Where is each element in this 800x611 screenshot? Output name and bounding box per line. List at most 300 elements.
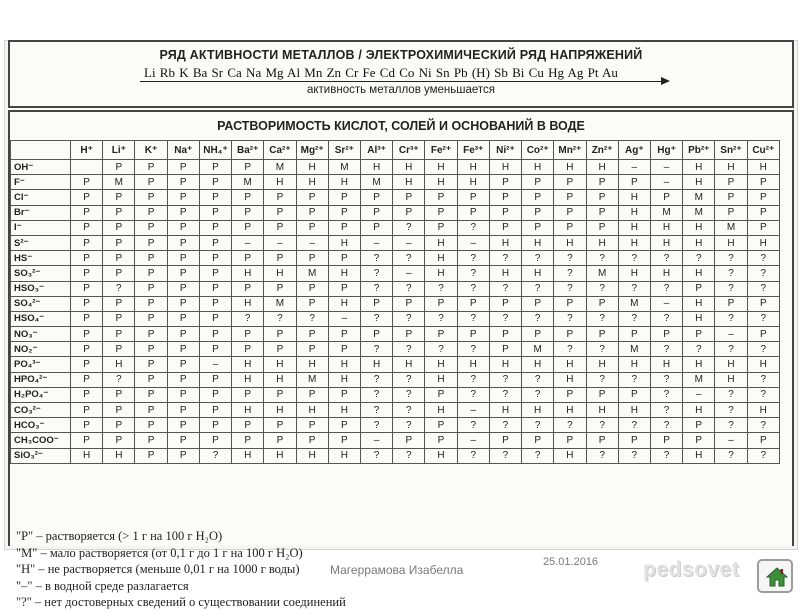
solubility-cell: Н bbox=[650, 220, 682, 235]
solubility-cell: Р bbox=[135, 190, 167, 205]
solubility-title: РАСТВОРИМОСТЬ КИСЛОТ, СОЛЕЙ И ОСНОВАНИЙ В ВОДЕ bbox=[217, 119, 585, 133]
solubility-cell: ? bbox=[554, 342, 586, 357]
solubility-cell: ? bbox=[715, 387, 747, 402]
solubility-cell: Р bbox=[618, 433, 650, 448]
solubility-cell: Р bbox=[232, 160, 264, 175]
solubility-cell: Р bbox=[489, 175, 521, 190]
solubility-cell: ? bbox=[715, 403, 747, 418]
cation-header: Cu²⁺ bbox=[747, 141, 779, 160]
solubility-cell: Р bbox=[71, 281, 103, 296]
activity-series-box bbox=[8, 40, 794, 108]
legend-item: "–" – в водной среде разлагается bbox=[16, 578, 189, 593]
solubility-cell: ? bbox=[393, 372, 425, 387]
solubility-cell: Р bbox=[489, 296, 521, 311]
solubility-cell: Р bbox=[232, 205, 264, 220]
solubility-cell: Н bbox=[554, 403, 586, 418]
solubility-cell: Р bbox=[71, 372, 103, 387]
cation-header: Mg²⁺ bbox=[296, 141, 328, 160]
table-row bbox=[11, 266, 780, 281]
solubility-cell: Р bbox=[747, 327, 779, 342]
solubility-cell: ? bbox=[457, 448, 489, 463]
solubility-cell: Н bbox=[296, 448, 328, 463]
solubility-cell: – bbox=[360, 433, 392, 448]
solubility-cell: ? bbox=[747, 266, 779, 281]
solubility-cell: Н bbox=[296, 357, 328, 372]
solubility-cell: ? bbox=[522, 448, 554, 463]
activity-arrow-icon bbox=[140, 81, 668, 82]
solubility-cell: Р bbox=[522, 296, 554, 311]
solubility-cell: Н bbox=[683, 175, 715, 190]
solubility-cell: Р bbox=[71, 266, 103, 281]
solubility-cell: Р bbox=[135, 433, 167, 448]
solubility-cell: Р bbox=[71, 327, 103, 342]
solubility-cell: Р bbox=[747, 190, 779, 205]
solubility-cell: Н bbox=[425, 357, 457, 372]
solubility-cell: ? bbox=[393, 403, 425, 418]
solubility-cell: ? bbox=[489, 281, 521, 296]
solubility-cell: Р bbox=[489, 205, 521, 220]
cation-header: Sr²⁺ bbox=[328, 141, 360, 160]
anion-label: HPO₄²⁻ bbox=[11, 372, 71, 387]
solubility-cell: Р bbox=[167, 387, 199, 402]
solubility-cell: Н bbox=[554, 372, 586, 387]
solubility-cell: Р bbox=[715, 205, 747, 220]
solubility-cell: Р bbox=[264, 418, 296, 433]
solubility-cell: Р bbox=[586, 387, 618, 402]
solubility-cell: Р bbox=[425, 296, 457, 311]
solubility-cell: Р bbox=[232, 433, 264, 448]
author-name: Магеррамова Изабелла bbox=[330, 563, 464, 577]
solubility-cell: М bbox=[715, 220, 747, 235]
solubility-cell: Р bbox=[457, 296, 489, 311]
solubility-cell: Р bbox=[71, 403, 103, 418]
anion-label: HCO₃⁻ bbox=[11, 418, 71, 433]
solubility-cell: Р bbox=[554, 387, 586, 402]
anion-label: CH₃COO⁻ bbox=[11, 433, 71, 448]
solubility-cell: – bbox=[328, 311, 360, 326]
solubility-cell: ? bbox=[554, 266, 586, 281]
cation-header: Zn²⁺ bbox=[586, 141, 618, 160]
solubility-cell: Н bbox=[522, 357, 554, 372]
legend-item: "Р" – растворяется (> 1 г на 100 г H₂O) bbox=[16, 529, 223, 543]
solubility-cell: Н bbox=[264, 357, 296, 372]
solubility-cell: Р bbox=[71, 235, 103, 250]
solubility-cell: Н bbox=[618, 357, 650, 372]
solubility-cell: Н bbox=[328, 357, 360, 372]
anion-label: SO₄²⁻ bbox=[11, 296, 71, 311]
solubility-cell: ? bbox=[586, 251, 618, 266]
solubility-cell: – bbox=[457, 403, 489, 418]
solubility-cell: Н bbox=[586, 403, 618, 418]
solubility-cell: Р bbox=[232, 220, 264, 235]
solubility-cell: Н bbox=[328, 448, 360, 463]
solubility-cell: Р bbox=[650, 327, 682, 342]
solubility-cell: Р bbox=[425, 387, 457, 402]
solubility-cell: Р bbox=[71, 357, 103, 372]
solubility-cell: Р bbox=[103, 235, 135, 250]
solubility-cell: ? bbox=[586, 311, 618, 326]
solubility-cell: Р bbox=[71, 342, 103, 357]
solubility-cell: ? bbox=[747, 311, 779, 326]
solubility-cell: – bbox=[393, 266, 425, 281]
cation-header: Pb²⁺ bbox=[683, 141, 715, 160]
table-row bbox=[11, 311, 780, 326]
solubility-cell: ? bbox=[554, 281, 586, 296]
solubility-cell: Н bbox=[360, 160, 392, 175]
solubility-cell: Н bbox=[618, 266, 650, 281]
solubility-cell: ? bbox=[715, 342, 747, 357]
solubility-cell: Н bbox=[103, 448, 135, 463]
solubility-cell: Р bbox=[167, 433, 199, 448]
solubility-cell: Р bbox=[328, 342, 360, 357]
solubility-cell: Р bbox=[296, 342, 328, 357]
solubility-cell: ? bbox=[393, 311, 425, 326]
solubility-cell: ? bbox=[360, 251, 392, 266]
cation-header: Ni²⁺ bbox=[489, 141, 521, 160]
table-row bbox=[11, 296, 780, 311]
solubility-cell: Р bbox=[135, 160, 167, 175]
solubility-cell: Н bbox=[650, 266, 682, 281]
solubility-cell: Н bbox=[683, 448, 715, 463]
solubility-cell: Р bbox=[167, 160, 199, 175]
anion-label: NO₂⁻ bbox=[11, 342, 71, 357]
anion-label: CO₃²⁻ bbox=[11, 403, 71, 418]
solubility-cell: Н bbox=[683, 235, 715, 250]
solubility-cell: Р bbox=[296, 296, 328, 311]
solubility-cell: Р bbox=[296, 205, 328, 220]
anion-label: S²⁻ bbox=[11, 235, 71, 250]
solubility-cell: Р bbox=[554, 296, 586, 311]
solubility-cell: ? bbox=[457, 311, 489, 326]
solubility-cell: ? bbox=[618, 418, 650, 433]
solubility-cell: Р bbox=[199, 175, 231, 190]
solubility-cell: Н bbox=[328, 175, 360, 190]
solubility-cell: Н bbox=[425, 372, 457, 387]
solubility-cell: Н bbox=[264, 403, 296, 418]
table-row bbox=[11, 433, 780, 448]
solubility-cell: ? bbox=[522, 251, 554, 266]
solubility-cell: Р bbox=[296, 220, 328, 235]
table-row bbox=[11, 372, 780, 387]
solubility-cell: Н bbox=[489, 266, 521, 281]
solubility-cell: Р bbox=[167, 327, 199, 342]
solubility-cell: ? bbox=[457, 266, 489, 281]
solubility-cell: Р bbox=[264, 387, 296, 402]
solubility-cell: Р bbox=[199, 342, 231, 357]
solubility-cell: Н bbox=[264, 372, 296, 387]
solubility-cell: Н bbox=[554, 357, 586, 372]
solubility-table bbox=[10, 140, 780, 464]
solubility-cell: Р bbox=[167, 403, 199, 418]
solubility-cell: ? bbox=[425, 281, 457, 296]
solubility-cell: Н bbox=[232, 372, 264, 387]
solubility-cell: Р bbox=[167, 448, 199, 463]
table-row bbox=[11, 387, 780, 402]
solubility-cell: ? bbox=[618, 448, 650, 463]
table-header-row bbox=[11, 141, 780, 160]
solubility-cell: ? bbox=[360, 387, 392, 402]
anion-label: F⁻ bbox=[11, 175, 71, 190]
solubility-cell: Р bbox=[232, 281, 264, 296]
solubility-cell: Р bbox=[618, 175, 650, 190]
solubility-cell: Р bbox=[554, 327, 586, 342]
solubility-cell: – bbox=[296, 235, 328, 250]
solubility-cell: Р bbox=[167, 357, 199, 372]
solubility-cell: ? bbox=[650, 403, 682, 418]
solubility-cell: Р bbox=[554, 190, 586, 205]
solubility-cell: Р bbox=[199, 433, 231, 448]
solubility-cell: Н bbox=[489, 357, 521, 372]
solubility-cell: Р bbox=[747, 220, 779, 235]
solubility-cell: ? bbox=[747, 372, 779, 387]
solubility-cell: Н bbox=[683, 311, 715, 326]
solubility-cell: Р bbox=[747, 205, 779, 220]
solubility-cell: Р bbox=[425, 418, 457, 433]
table-row bbox=[11, 235, 780, 250]
table-row bbox=[11, 448, 780, 463]
cation-header: NH₄⁺ bbox=[199, 141, 231, 160]
solubility-cell: Н bbox=[683, 403, 715, 418]
anion-label: OH⁻ bbox=[11, 160, 71, 175]
solubility-cell: Р bbox=[264, 190, 296, 205]
anion-label: HSO₃⁻ bbox=[11, 281, 71, 296]
solubility-cell: ? bbox=[522, 372, 554, 387]
solubility-cell: ? bbox=[747, 251, 779, 266]
solubility-cell: Р bbox=[135, 281, 167, 296]
solubility-cell: ? bbox=[489, 372, 521, 387]
solubility-cell: Р bbox=[554, 175, 586, 190]
solubility-cell: – bbox=[650, 296, 682, 311]
solubility-cell: Р bbox=[232, 387, 264, 402]
solubility-cell: – bbox=[232, 235, 264, 250]
solubility-cell: Р bbox=[103, 342, 135, 357]
solubility-cell: Р bbox=[135, 327, 167, 342]
cation-header: Ag⁺ bbox=[618, 141, 650, 160]
solubility-cell: Н bbox=[618, 403, 650, 418]
solubility-cell: Н bbox=[683, 160, 715, 175]
solubility-cell: Р bbox=[135, 235, 167, 250]
solubility-cell: – bbox=[199, 357, 231, 372]
solubility-cell: Р bbox=[586, 220, 618, 235]
solubility-cell: – bbox=[360, 235, 392, 250]
solubility-cell: М bbox=[360, 175, 392, 190]
solubility-cell: М bbox=[103, 175, 135, 190]
solubility-cell: Р bbox=[103, 266, 135, 281]
solubility-cell: Н bbox=[683, 296, 715, 311]
legend-item: "М" – мало растворяется (от 0,1 г до 1 г на 100 г H₂O) bbox=[16, 545, 303, 560]
solubility-cell: Р bbox=[328, 251, 360, 266]
solubility-cell: ? bbox=[683, 251, 715, 266]
solubility-cell: Р bbox=[167, 372, 199, 387]
solubility-cell: М bbox=[586, 266, 618, 281]
solubility-cell: Р bbox=[199, 220, 231, 235]
solubility-cell: ? bbox=[747, 342, 779, 357]
solubility-cell: ? bbox=[360, 281, 392, 296]
solubility-cell: Р bbox=[135, 175, 167, 190]
solubility-cell: Р bbox=[425, 433, 457, 448]
solubility-cell: Н bbox=[747, 357, 779, 372]
solubility-cell: Р bbox=[135, 311, 167, 326]
solubility-cell: ? bbox=[393, 418, 425, 433]
solubility-cell: Р bbox=[199, 205, 231, 220]
solubility-cell: Р bbox=[103, 251, 135, 266]
solubility-cell: ? bbox=[650, 387, 682, 402]
solubility-cell: ? bbox=[715, 418, 747, 433]
solubility-cell: Н bbox=[425, 448, 457, 463]
cation-header: Li⁺ bbox=[103, 141, 135, 160]
solubility-cell: Р bbox=[650, 190, 682, 205]
table-row bbox=[11, 357, 780, 372]
solubility-cell: М bbox=[618, 296, 650, 311]
solubility-cell: ? bbox=[522, 418, 554, 433]
solubility-cell: Р bbox=[232, 327, 264, 342]
solubility-cell: Р bbox=[586, 296, 618, 311]
solubility-cell: ? bbox=[650, 311, 682, 326]
solubility-cell: Р bbox=[328, 220, 360, 235]
solubility-cell: ? bbox=[489, 311, 521, 326]
solubility-cell: Н bbox=[296, 403, 328, 418]
solubility-cell: ? bbox=[360, 342, 392, 357]
solubility-cell: Р bbox=[393, 205, 425, 220]
solubility-cell: Р bbox=[167, 205, 199, 220]
solubility-cell: Н bbox=[554, 160, 586, 175]
solubility-cell: Р bbox=[167, 281, 199, 296]
solubility-cell: ? bbox=[296, 311, 328, 326]
table-row bbox=[11, 327, 780, 342]
solubility-cell: Р bbox=[199, 160, 231, 175]
solubility-cell: М bbox=[328, 160, 360, 175]
solubility-cell: М bbox=[522, 342, 554, 357]
solubility-cell: Р bbox=[747, 433, 779, 448]
solubility-cell: Р bbox=[554, 220, 586, 235]
solubility-cell: Н bbox=[328, 235, 360, 250]
solubility-cell: М bbox=[683, 205, 715, 220]
table-row bbox=[11, 175, 780, 190]
solubility-cell: Н bbox=[715, 235, 747, 250]
solubility-cell: ? bbox=[586, 281, 618, 296]
solubility-cell: Р bbox=[489, 190, 521, 205]
solubility-cell: ? bbox=[393, 220, 425, 235]
cation-header: Fe³⁺ bbox=[457, 141, 489, 160]
solubility-cell: Р bbox=[554, 205, 586, 220]
solubility-cell: Р bbox=[71, 296, 103, 311]
cation-header: Ba²⁺ bbox=[232, 141, 264, 160]
solubility-cell: Р bbox=[135, 403, 167, 418]
solubility-cell: Р bbox=[393, 190, 425, 205]
solubility-cell: ? bbox=[618, 311, 650, 326]
solubility-cell: Н bbox=[522, 403, 554, 418]
anion-label: PO₄³⁻ bbox=[11, 357, 71, 372]
solubility-cell: ? bbox=[489, 251, 521, 266]
solubility-cell: ? bbox=[489, 448, 521, 463]
solubility-cell: Н bbox=[328, 403, 360, 418]
solubility-cell: ? bbox=[747, 418, 779, 433]
solubility-cell: ? bbox=[554, 251, 586, 266]
table-corner-cell bbox=[11, 141, 71, 160]
solubility-cell: Р bbox=[167, 311, 199, 326]
solubility-cell: Р bbox=[715, 175, 747, 190]
cation-header: Na⁺ bbox=[167, 141, 199, 160]
solubility-cell: Р bbox=[296, 418, 328, 433]
solubility-cell: – bbox=[683, 387, 715, 402]
solubility-cell: Р bbox=[199, 296, 231, 311]
solubility-cell: Р bbox=[747, 175, 779, 190]
table-row bbox=[11, 342, 780, 357]
solubility-cell: Р bbox=[264, 251, 296, 266]
solubility-cell: Р bbox=[328, 190, 360, 205]
solubility-cell: Р bbox=[199, 190, 231, 205]
solubility-cell: ? bbox=[586, 418, 618, 433]
solubility-cell: Р bbox=[489, 342, 521, 357]
solubility-cell: Р bbox=[393, 296, 425, 311]
solubility-cell: Н bbox=[264, 266, 296, 281]
solubility-cell: Н bbox=[715, 372, 747, 387]
solubility-cell: Р bbox=[522, 327, 554, 342]
anion-label: NO₃⁻ bbox=[11, 327, 71, 342]
solubility-cell: Р bbox=[522, 175, 554, 190]
activity-series-note: активность металлов уменьшается bbox=[306, 84, 496, 96]
solubility-cell: Н bbox=[747, 403, 779, 418]
solubility-cell: Р bbox=[715, 190, 747, 205]
solubility-cell: Р bbox=[103, 387, 135, 402]
solubility-cell: Р bbox=[71, 190, 103, 205]
solubility-cell: ? bbox=[457, 372, 489, 387]
table-row bbox=[11, 190, 780, 205]
cation-header: Hg⁺ bbox=[650, 141, 682, 160]
solubility-cell: Н bbox=[747, 160, 779, 175]
solubility-cell: ? bbox=[586, 372, 618, 387]
solubility-cell: Р bbox=[683, 327, 715, 342]
solubility-cell: Р bbox=[199, 372, 231, 387]
solubility-cell: Н bbox=[103, 357, 135, 372]
home-button[interactable] bbox=[757, 559, 793, 593]
solubility-cell: Р bbox=[264, 342, 296, 357]
solubility-cell: Р bbox=[360, 190, 392, 205]
slide-date: 25.01.2016 bbox=[543, 556, 599, 568]
solubility-cell: ? bbox=[650, 281, 682, 296]
solubility-cell: Н bbox=[425, 403, 457, 418]
solubility-cell: Р bbox=[167, 235, 199, 250]
solubility-cell: Р bbox=[328, 433, 360, 448]
solubility-cell: Н bbox=[296, 175, 328, 190]
solubility-cell: Н bbox=[425, 175, 457, 190]
anion-label: HSO₄⁻ bbox=[11, 311, 71, 326]
solubility-cell: Н bbox=[554, 235, 586, 250]
solubility-cell: Р bbox=[328, 418, 360, 433]
solubility-cell: Н bbox=[232, 448, 264, 463]
solubility-cell: ? bbox=[360, 311, 392, 326]
table-row bbox=[11, 205, 780, 220]
solubility-cell: Р bbox=[103, 296, 135, 311]
solubility-cell: Р bbox=[167, 251, 199, 266]
solubility-cell: Н bbox=[328, 266, 360, 281]
solubility-cell: ? bbox=[747, 448, 779, 463]
solubility-cell: Р bbox=[618, 327, 650, 342]
solubility-cell: ? bbox=[618, 281, 650, 296]
cation-header: Sn²⁺ bbox=[715, 141, 747, 160]
solubility-cell: Н bbox=[683, 220, 715, 235]
solubility-cell: ? bbox=[586, 448, 618, 463]
solubility-cell: Н bbox=[360, 357, 392, 372]
solubility-cell: Р bbox=[103, 160, 135, 175]
solubility-cell: Р bbox=[328, 281, 360, 296]
solubility-cell: Р bbox=[135, 266, 167, 281]
solubility-cell: Н bbox=[683, 266, 715, 281]
solubility-cell: М bbox=[296, 372, 328, 387]
solubility-cell: – bbox=[650, 175, 682, 190]
solubility-cell: ? bbox=[715, 251, 747, 266]
solubility-cell: Р bbox=[296, 433, 328, 448]
